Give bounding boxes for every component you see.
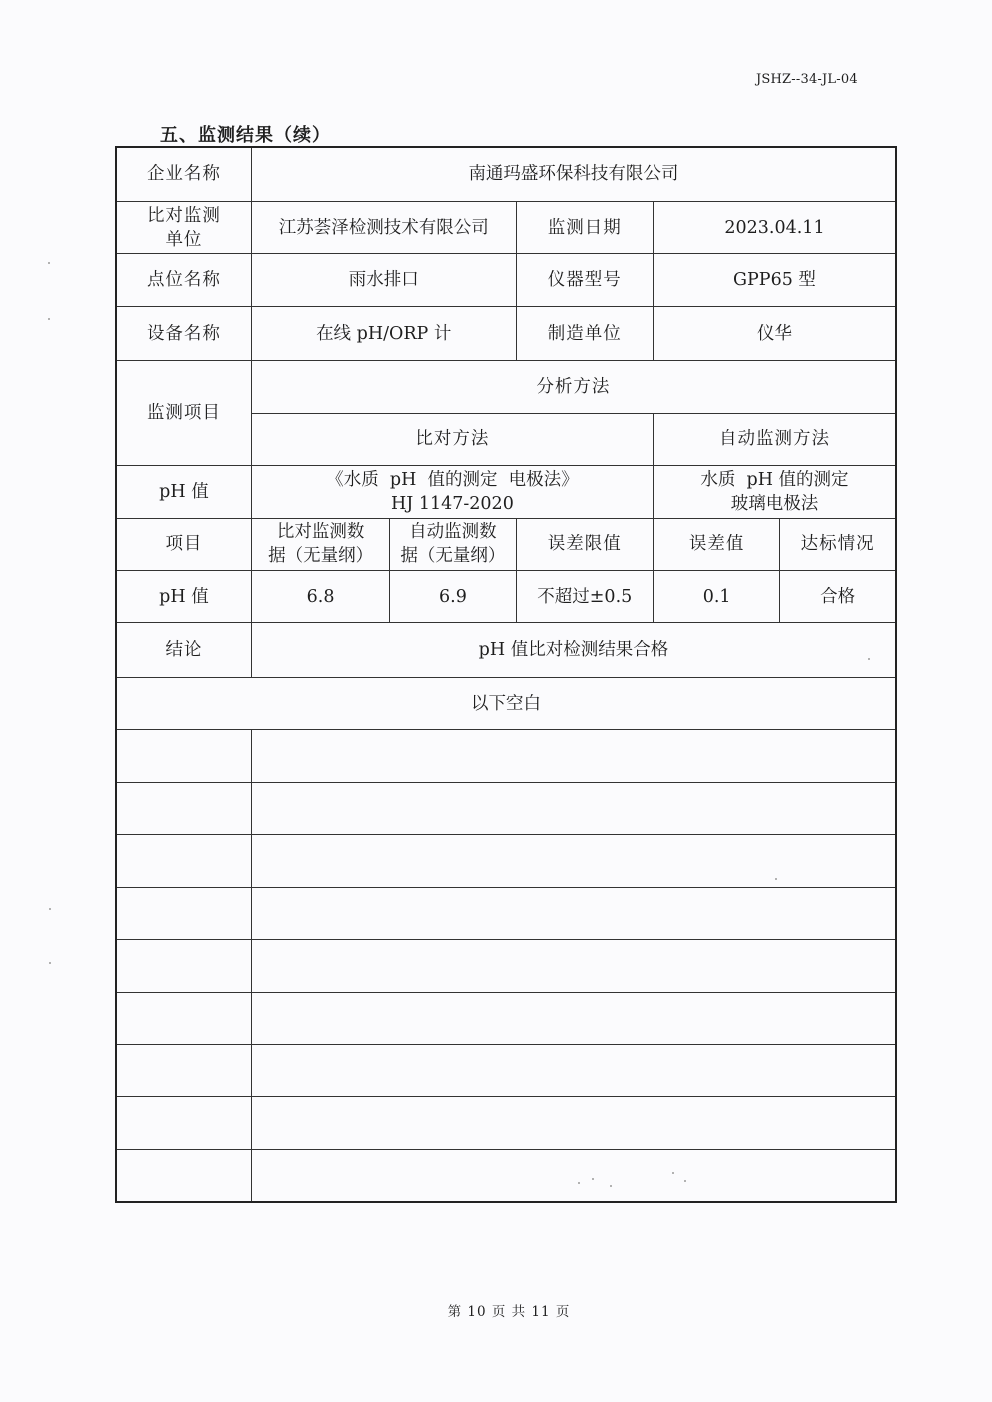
scan-speck [672, 1172, 674, 1174]
auto-method-value [653, 466, 896, 518]
auto-method-label: 自动监测方法 [653, 413, 896, 465]
result-item: pH 值 [116, 571, 251, 623]
empty-cell [116, 940, 251, 992]
equipment-value: 在线 pH/ORP 计 [251, 306, 516, 360]
scan-speck [775, 878, 777, 880]
column-header-item: 项目 [116, 518, 251, 570]
scan-speck [49, 908, 51, 910]
column-header-row [116, 518, 896, 570]
instrument-model-label: 仪器型号 [516, 254, 653, 306]
empty-cell [251, 887, 896, 939]
scan-speck [610, 1185, 612, 1187]
blank-note-row [116, 677, 896, 729]
result-error-limit: 不超过±0.5 [516, 571, 653, 623]
ph-label: pH 值 [116, 466, 251, 518]
monitor-date-label: 监测日期 [516, 201, 653, 253]
result-comparison-value: 6.8 [251, 571, 389, 623]
point-value: 雨水排口 [251, 254, 516, 306]
empty-row [116, 992, 896, 1044]
result-row [116, 571, 896, 623]
empty-row [116, 940, 896, 992]
empty-row [116, 1044, 896, 1096]
manufacturer-label: 制造单位 [516, 306, 653, 360]
column-header-auto-data-line2: 据（无量纲） [400, 546, 506, 567]
monitor-date-value: 2023.04.11 [653, 201, 896, 253]
column-header-comparison-data-line1: 比对监测数 [276, 522, 365, 543]
scan-speck [578, 1182, 580, 1184]
conclusion-label: 结论 [116, 623, 251, 677]
point-label: 点位名称 [116, 254, 251, 306]
column-header-auto-data [390, 518, 516, 570]
scan-speck [49, 962, 51, 964]
result-compliance: 合格 [780, 571, 896, 623]
analysis-method-row [116, 361, 896, 413]
empty-cell [116, 782, 251, 834]
comparison-unit-row [116, 201, 896, 253]
auto-method-electrode: 玻璃电极法 [730, 493, 819, 514]
page-number: 第 10 页 共 11 页 [447, 1304, 571, 1320]
empty-cell [116, 835, 251, 887]
empty-cell [251, 1149, 896, 1202]
comparison-unit-value: 江苏荟泽检测技术有限公司 [251, 201, 516, 253]
empty-cell [116, 1044, 251, 1096]
empty-row [116, 782, 896, 834]
comparison-method-value [251, 466, 653, 518]
empty-row [116, 835, 896, 887]
company-value: 南通玛盛环保科技有限公司 [251, 147, 896, 201]
empty-row [116, 887, 896, 939]
empty-cell [251, 782, 896, 834]
comparison-method-standard: 《水质 pH 值的测定 电极法》 [326, 469, 579, 490]
column-header-auto-data-line1: 自动监测数 [409, 522, 497, 543]
empty-cell [251, 730, 896, 782]
blank-note: 以下空白 [116, 677, 896, 729]
equipment-row [116, 306, 896, 360]
empty-row [116, 1097, 896, 1149]
section-title: 五、监测结果（续） [160, 125, 331, 146]
empty-cell [251, 1044, 896, 1096]
instrument-model-value: GPP65 型 [653, 254, 896, 306]
result-error-value: 0.1 [653, 571, 779, 623]
manufacturer-value: 仪华 [653, 306, 896, 360]
conclusion-row [116, 623, 896, 677]
company-row [116, 147, 896, 201]
scan-speck [684, 1180, 686, 1182]
empty-cell [116, 887, 251, 939]
comparison-method-code: HJ 1147-2020 [391, 493, 514, 514]
point-row [116, 254, 896, 306]
comparison-method-label: 比对方法 [251, 413, 653, 465]
empty-cell [116, 730, 251, 782]
equipment-label: 设备名称 [116, 306, 251, 360]
empty-cell [251, 940, 896, 992]
ph-method-row [116, 466, 896, 518]
scan-speck [592, 1178, 594, 1180]
empty-cell [251, 1097, 896, 1149]
column-header-error-value: 误差值 [653, 518, 779, 570]
empty-cell [116, 992, 251, 1044]
column-header-comparison-data [251, 518, 389, 570]
column-header-compliance: 达标情况 [780, 518, 896, 570]
analysis-method-label: 分析方法 [251, 361, 896, 413]
scan-speck [48, 318, 50, 320]
empty-row [116, 1149, 896, 1202]
conclusion-value: pH 值比对检测结果合格 [251, 623, 896, 677]
monitoring-results-table [115, 146, 897, 1203]
auto-method-standard: 水质 pH 值的测定 [700, 469, 849, 490]
empty-cell [116, 1097, 251, 1149]
empty-cell [251, 992, 896, 1044]
result-auto-value: 6.9 [390, 571, 516, 623]
company-label: 企业名称 [116, 147, 251, 201]
document-code: JSHZ--34-JL-04 [756, 72, 858, 87]
column-header-error-limit: 误差限值 [516, 518, 653, 570]
empty-cell [251, 835, 896, 887]
scan-speck [48, 262, 50, 264]
scan-speck [868, 658, 870, 660]
empty-cell [116, 1149, 251, 1202]
empty-row [116, 730, 896, 782]
monitor-item-label: 监测项目 [116, 361, 251, 466]
column-header-comparison-data-line2: 据（无量纲） [268, 546, 374, 567]
comparison-unit-label: 比对监测单位 [116, 201, 251, 253]
